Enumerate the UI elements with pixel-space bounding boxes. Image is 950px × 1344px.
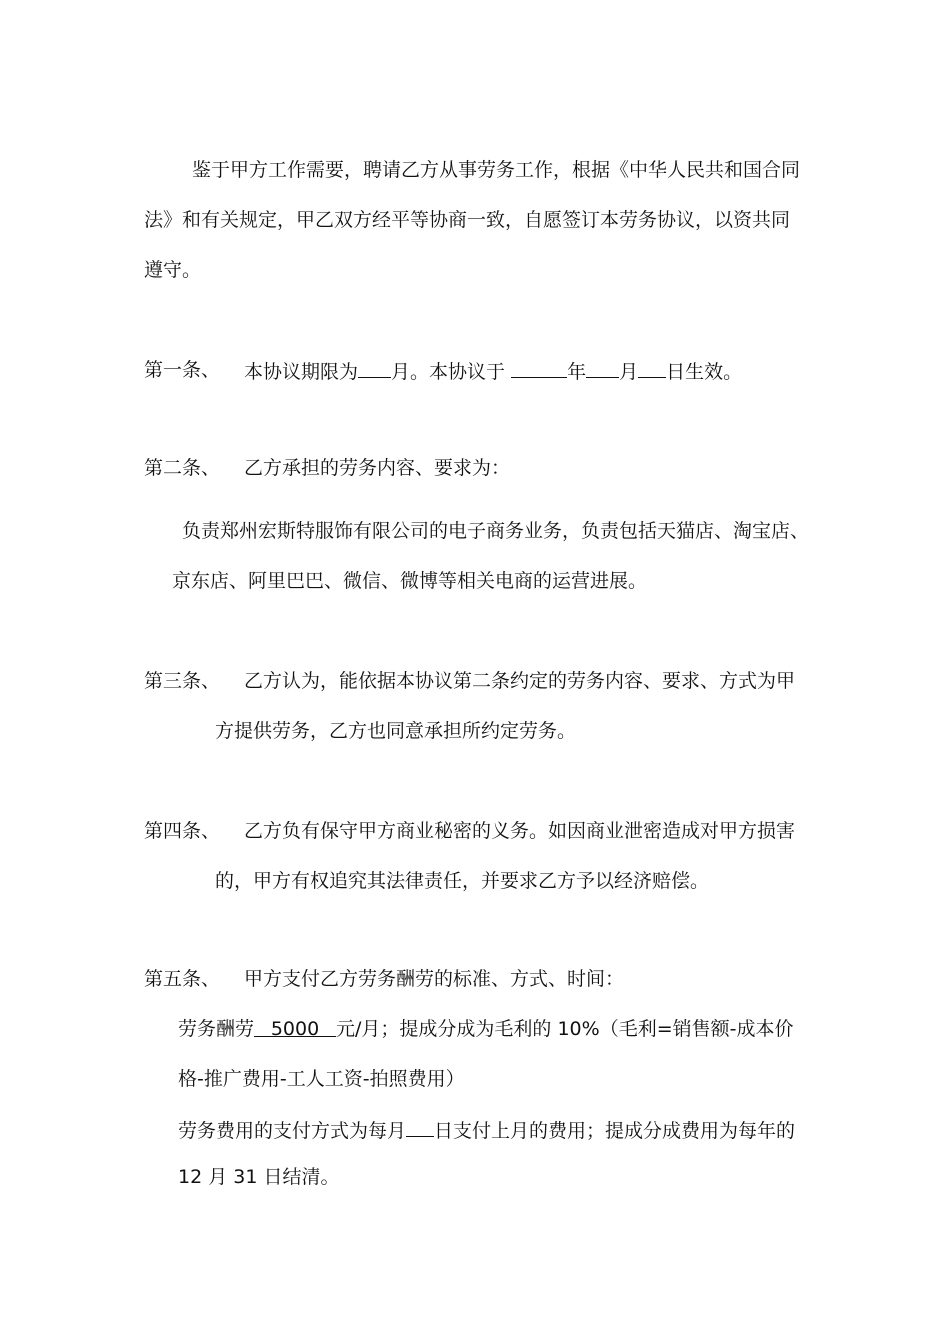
method-prefix: 劳务费用的支付方式为每月 — [178, 1120, 407, 1142]
blank-payment-day — [406, 1116, 434, 1137]
article-4-line-1: 乙方负有保守甲方商业秘密的义务。如因商业泄密造成对甲方损害 — [244, 820, 796, 842]
blank-year — [511, 357, 567, 378]
article-3-line-2: 方提供劳务，乙方也同意承担所约定劳务。 — [215, 720, 577, 742]
blank-term-months — [358, 357, 391, 378]
article-1-year-label: 年 — [567, 361, 587, 383]
preamble-line-3: 遵守。 — [144, 259, 202, 281]
article-4-line-2: 的，甲方有权追究其法律责任，并要求乙方予以经济赔偿。 — [215, 870, 710, 892]
preamble-line-1: 鉴于甲方工作需要，聘请乙方从事劳务工作，根据《中华人民共和国合同 — [192, 159, 801, 181]
method-suffix: 日支付上月的费用；提成分成费用为每年的 — [434, 1120, 796, 1142]
article-3-label: 第三条、 — [144, 670, 221, 692]
article-2-text: 乙方承担的劳务内容、要求为： — [244, 457, 511, 479]
article-5-label: 第五条、 — [144, 968, 221, 990]
article-2-detail-1: 负责郑州宏斯特服饰有限公司的电子商务业务，负责包括天猫店、淘宝店、 — [182, 520, 810, 542]
article-5-method-line-2: 12 月 31 日结清。 — [178, 1166, 340, 1188]
blank-day — [638, 357, 666, 378]
pay-prefix: 劳务酬劳 — [178, 1018, 255, 1040]
blank-month — [586, 357, 619, 378]
pay-amount: 5000 — [254, 1016, 336, 1037]
article-5-method-line-1 — [178, 1116, 795, 1144]
article-2-label: 第二条、 — [144, 457, 221, 479]
article-1-label: 第一条、 — [144, 359, 221, 381]
article-3-line-1: 乙方认为，能依据本协议第二条约定的劳务内容、要求、方式为甲 — [244, 670, 796, 692]
article-5-pay-line-1 — [178, 1016, 793, 1042]
pay-suffix: 元/月；提成分成为毛利的 10%（毛利=销售额-成本价 — [336, 1018, 794, 1040]
article-1-month-label: 月 — [619, 361, 639, 383]
article-1-effective-prefix: 月。本协议于 — [391, 361, 512, 383]
preamble-line-2: 法》和有关规定，甲乙双方经平等协商一致，自愿签订本劳务协议，以资共同 — [144, 209, 791, 231]
article-4-label: 第四条、 — [144, 820, 221, 842]
article-1-term-prefix: 本协议期限为 — [244, 361, 359, 383]
article-2-detail-2: 京东店、阿里巴巴、微信、微博等相关电商的运营进展。 — [172, 570, 648, 592]
article-5-text: 甲方支付乙方劳务酬劳的标准、方式、时间： — [244, 968, 625, 990]
article-5-pay-line-2: 格-推广费用-工人工资-拍照费用） — [178, 1068, 465, 1090]
article-1-text — [244, 357, 742, 385]
article-1-day-label: 日生效。 — [666, 361, 743, 383]
